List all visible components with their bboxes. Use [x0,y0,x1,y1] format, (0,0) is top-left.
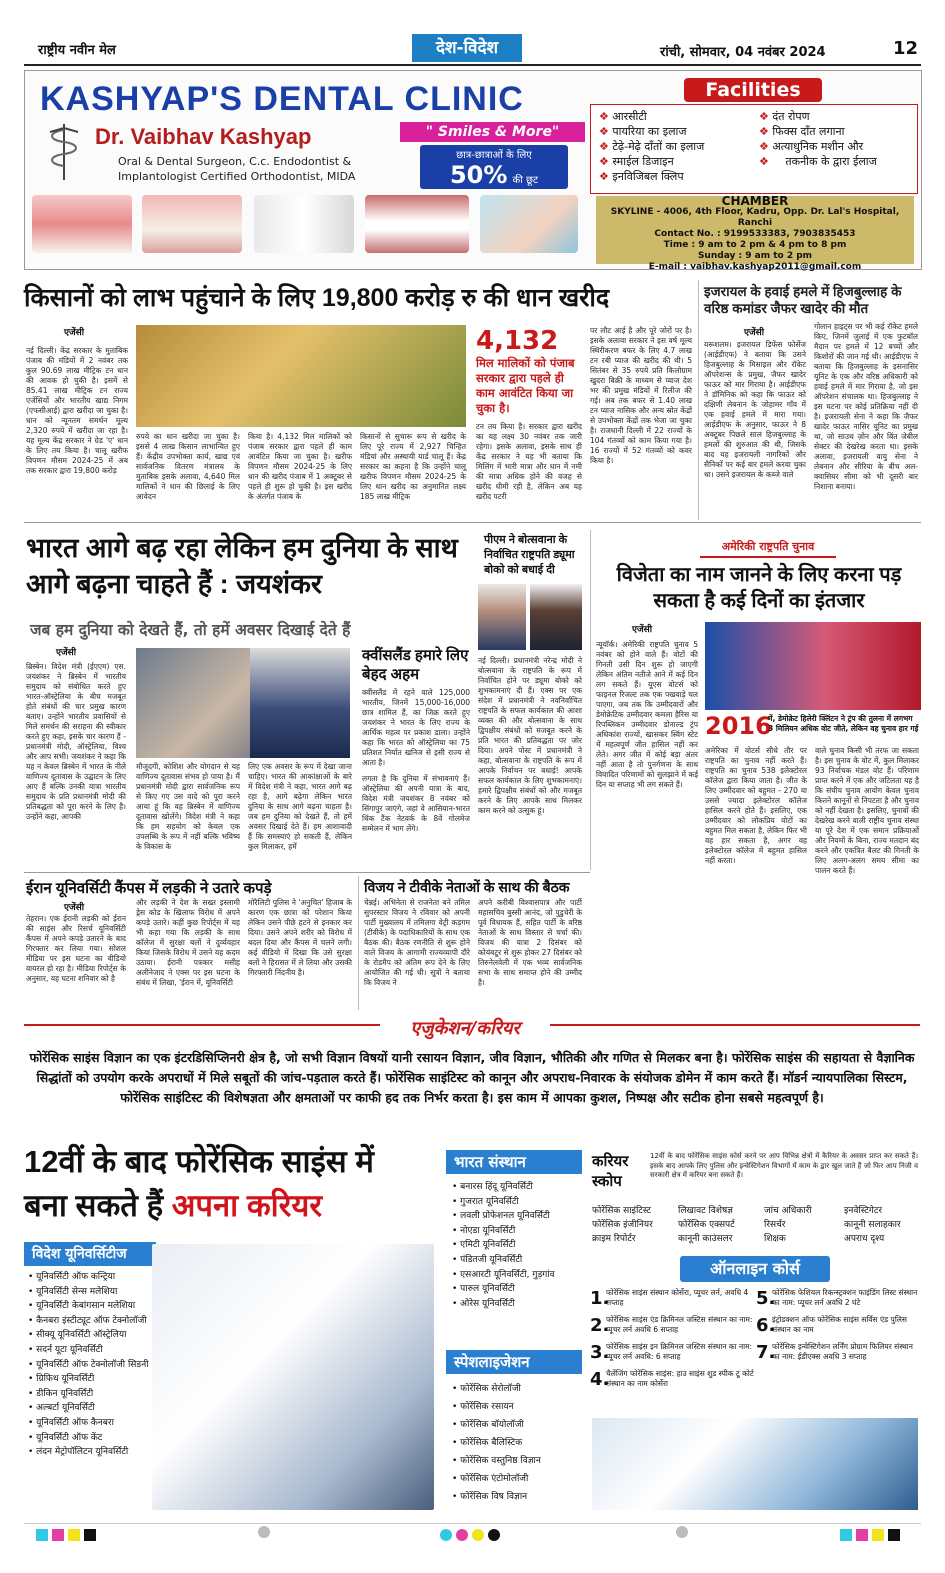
story1-col2: रुपये का धान खरीदा जा चुका है। इससे 4 लाख किसान लाभान्वित हुए हैं। केंद्रीय उपभोक्ता कार्य, खाद्य एवं सार्वजनिक वितरण मंत्रालय के मुताबिक इसके अलावा, 4,640 मिल मालिकों ने धान की छिलाई के लिए आवेदन [136,432,240,501]
list-item: • ओरेस यूनिवर्सिटी [452,1297,584,1312]
dentist-photo [480,195,578,253]
lab-equipment-photo [592,1418,918,1510]
abroad-universities-list [28,1270,156,1460]
paddy-field-photo [136,325,466,427]
course-number: 7. [756,1342,776,1363]
facility-item [759,154,877,169]
list-item: • फोरेंसिक वस्तुनिष्ठ विज्ञान [452,1452,584,1470]
list-item: • लवली प्रोफेशनल यूनिवर्सिटी [452,1209,584,1224]
specialization-title: स्पेशलाइजेशन [446,1350,582,1374]
facility-item: ❖ टेढ़े-मेढ़े दाँतों का इलाज [599,139,704,154]
story5-col2: अमेरिका में वोटर्स सीधे तौर पर राष्ट्रपति का चुनाव नहीं करते हैं। राष्ट्रपति का चुनाव 538 इलेक्टोरल कॉलेज द्वारा किया जाता है। जीत के लिए उम्मीदवार को बहुमत - 270 या उससे ज्यादा इलेक्टोरल कॉलेज हासिल करने होते हैं। इसलिए, एक उम्मीदवार को लोकप्रिय वोटों का बहुमत मिल सकता है, लेकिन फिर भी वह हार सकता है, अगर वह इलेक्टोरल कॉलेज में बहुमत हासिल नहीं करता। [705,746,807,865]
student-offer-badge [420,145,568,189]
story6-col3: मोरैलिटी पुलिस ने 'अनुचित' हिजाब के कारण एक छात्रा को परेशान किया लेकिन उसने पीछे हटने से इनकार कर दिया। उसने अपने शरीर को विरोध में बदल दिया और कैंपस में चलने लगी। कई वीडियो में दिखा कि उसे सुरक्षा बलों ने हिरासत में ले लिया और उसकी गिरफ्तारी निंदनीय है। [248,898,352,977]
list-item: • फोरेंसिक बॉयोलॉजी [452,1416,584,1434]
course-item [590,1369,754,1390]
modi-photo [478,584,526,650]
story7-col1: चेन्नई। अभिनेता से राजनेता बने तमिल सुपरस्टार विजय ने रविवार को अपनी पार्टी मुख्यालय में तमिलगा वेट्री कड़गम (टीवीके) के पदाधिकारियों के साथ एक बैठक की। बैठक रणनीति से शुरू होने वाले विजय के आगामी राज्यव्यापी दौरे के रोडमैप को अंतिम रूप देने के लिए आयोजित की गई थी। सूत्रों ने बताया कि विजय ने [364,898,470,987]
list-item: • नोएडा यूनिवर्सिटी [452,1224,584,1239]
story1-col4: किसानों से सुचारू रूप से खरीद के लिए पूरे राज्य में 2,927 चिन्हित मंडियां और अस्थायी यार्ड चालू हैं। केंद्र सरकार का कहना है कि उन्होंने चालू खरीफ विपणन मौसम 2024-25 के लिए धान खरीद का अनुमानित लक्ष्य 185 लाख मीट्रिक [360,432,466,501]
course-text: फोरेंसिक साइंस एंड क्रिमिनल जस्टिस संस्थान का नाम: प्यूचर लर्न अवधि 6 सप्ताह [606,1315,753,1334]
list-item: • डीकिन यूनिवर्सिटी [28,1387,156,1402]
story3-col3: लिए एक अवसर के रूप में देखा जाना चाहिए। भारत की आकांक्षाओं के बारे में विदेश मंत्री ने कहा, भारत आगे बढ़ रहा है, आगे बढ़ेगा लेकिन भारत दुनिया के साथ आगे बढ़ना चाहता है। जब हम दुनिया को देखते हैं, तो हमें अवसर दिखाई देते हैं। हम आशावादी हैं कि समस्याएं हो सकती हैं, लेकिन कुल मिलाकर, हमें [248,762,352,851]
denture-photo [32,195,132,253]
qual-line: Implantologist Certified Orthodontist, MIDA [118,170,356,183]
career-scope-text: 12वीं के बाद फोरेंसिक साइंस कोर्स करने पर आप विभिन्न क्षेत्रों में कैरियर के अवसर प्राप्त कर सकते हैं। इसके बाद आपके लिए पुलिस और इन्वेस्टिगेशन विभागों में काम के द्वार खुल जाते हैं जो फिर आप निजी व सरकारी क्षेत्र में करियर बना सकते हैं। [650,1152,918,1179]
story2-col2: गोलान हाइट्स पर भी कई रॉकेट हमले किए, जिनमें जुलाई में एक फुटबॉल मैदान पर हमले में 12 बच्चों और किशोरों की जान गई थी। आईडीएफ ने बताया कि हिजबुल्लाह के इसनासिर यूनिट के एक और वरिष्ठ अधिकारी को हवाई हमले में मार गिराया है, जो इस ऑपरेशन संचालक था। हिजबुल्लाह ने इस घटना पर कोई प्रतिक्रिया नहीं दी है। इजरायली सेना ने कहा कि जैफर खादेर फाऊर नासिर यूनिट का प्रमुख था, जो साउथ ज़ोन और बिंत जेबील सेक्टर की देखरेख करता था। इसके अलावा, इजरायली वायु सेना ने लेबनान और सीरिया के बीच अल-क्वासियर सीमा को भी दूसरी बार निशाना बनाया। [814,322,918,491]
facilities-box [590,104,918,194]
section-label: देश-विदेश [412,34,522,62]
list-item: • पारुल यूनिवर्सिटी [452,1282,584,1297]
harris-trump-photo [705,622,921,710]
story3-col2: मौजूदगी, कोशिश और योगदान से यह वाणिज्य दूतावास संभव हो पाया है। मैं प्रधानमंत्री मोदी द्वारा सार्वजनिक रूप से किए गए उस वादे को पूरा करने आया हूं कि वह ब्रिस्बेन में वाणिज्य दूतावास खोलेंगे। विदेश मंत्री ने कहा कि हम सहयोग को केवल एक उपलब्धि के रूप में नहीं बल्कि भविष्य के विकास के [136,762,240,851]
facility-item: ❖ फिक्स दाँत लगाना [759,124,877,139]
header-rule [24,64,921,66]
course-item [590,1342,754,1363]
registration-marks-left [36,1526,106,1545]
list-item: • फोरेंसिक बैलिस्टिक [452,1434,584,1452]
course-text: इंट्रोडक्शन ऑफ फोरेंसिक साइंस सर्विस एंड पुलिस संस्थान का नाम [772,1315,907,1334]
forensic-headline-line: 12वीं के बाद फोरेंसिक साइंस में [24,1144,374,1179]
job-item: क्राइम रिपोर्टर [592,1234,636,1244]
story7-col2: अपने करीबी विश्वासपात्र और पार्टी महासचिव बुस्सी आनंद, जो पुडुचेरी के पूर्व विधायक हैं, सहित पार्टी के वरिष्ठ नेताओं के साथ विस्तार से चर्चा की। विजय की यात्रा 2 दिसंबर को कोयंबटूर से शुरू होकर 27 दिसंबर को तिरुनेलवेली में एक भव्य सार्वजनिक सभा के साथ समाप्त होने की उम्मीद है। [478,898,582,987]
india-institutes-list [452,1180,584,1311]
career-scope-title: करियर स्कोप [592,1153,629,1190]
list-item: • गुजरात यूनिवर्सिटी [452,1195,584,1210]
chamber-box [596,194,914,272]
column-rule [698,280,699,520]
forensic-headline-part: बना सकते हैं [24,1188,164,1223]
qual-line: Oral & Dental Surgeon, C.c. Endodontist & [118,155,352,168]
section-rule [24,872,590,873]
chamber-line: SKYLINE - 4006, 4th Floor, Kadru, Opp. Dr. Lal's Hospital, Ranchi [610,207,900,228]
facility-item: ❖ दंत रोपण [759,109,877,124]
list-item: • यूनिवर्सिटी ऑफ टेक्नोलॉजी सिडनी [28,1358,156,1373]
facility-item-cont: तकनीक के द्वारा ईलाज [785,155,877,168]
course-number: 4. [590,1369,610,1390]
story4-headline: पीएम ने बोत्सवाना के निर्वाचित राष्ट्रपति ड्यूमा बोको को बधाई दी [484,534,575,576]
story5-col1: न्यूयॉर्क। अमेरिकी राष्ट्रपति चुनाव 5 नवंबर को होने वाले हैं। वोटों की गिनती उसी दिन शुरू हो जाएगी लेकिन अंतिम नतीजे आने में कई दिन लग सकते हैं। यूएस वोटर्स को फाइनल रिजल्ट तक एक पखवाड़े चल पाएगा, जब तक कि उम्मीदवारों और डेमोक्रेटिक उम्मीदवार कमला हैरिस या रिपब्लिकन उम्मीदवार डोनाल्ड ट्रंप अधिकांश राज्यों, खासकर स्विंग स्टेट में महत्वपूर्ण जीत हासिल नहीं कर लेते। अगर जीत में कोई बड़ा अंतर नहीं आता है तो पुनर्गणना के साथ विवादित परिणामों को सुलझाने में कई दिन या सप्ताह भी लग सकते हैं। [596,640,698,789]
story6-col2: और लड़की ने देश के सख्त इस्लामी ड्रेस कोड के खिलाफ विरोध में अपने कपड़े उतारे। कहीं कुछ रिपोर्ट्स में यह भी कहा गया कि लड़की के साथ कॉलेज में सुरक्षा बलों ने दुर्व्यवहार किया जिसके विरोध में उसने यह कदम उठाया। ईरानी पत्रकार मसीह अलीनेजाद ने एक्स पर इस घटना के संबंध में लिखा, 'ईरान में, यूनिवर्सिटी [136,898,240,987]
story3-box-head: क्वींसलैंड हमारे लिए बेहद अहम [362,647,469,683]
story7-headline: विजय ने टीवीके नेताओं के साथ की बैठक [364,879,570,895]
forensic-headline-highlight: अपना करियर [171,1188,323,1223]
facility-item: ❖ इनविजिबल क्लिप [599,169,704,184]
course-number: 2. [590,1315,610,1336]
course-text: चैलेंजिंग फोरेंसिक साइंस: हाउ साइंस शुड स्पीक टू कोर्ट संस्थान का नाम कोर्सेरा [606,1369,754,1388]
teeth-model-photo [142,195,242,253]
doctor-name: Dr. Vaibhav Kashyap [95,124,312,149]
column-rule [358,876,359,1010]
boko-photo [530,584,582,650]
job-item: अपराध दृश्य [844,1234,885,1244]
story1-headline: किसानों को लाभ पहुंचाने के लिए 19,800 करोड़ रु की धान खरीद [24,284,610,312]
story5-callout-number: 2016 [705,712,772,740]
course-text: फोरेंसिक साइंस इन क्रिमिनल जस्टिस संस्थान का नाम: प्यूचर लर्न अवधि: 6 सप्ताह [606,1342,753,1361]
chamber-title: CHAMBER [721,194,789,208]
list-item: • फोरेंसिक विष विज्ञान [452,1488,584,1506]
chamber-line: Contact No. : 9199533383, 7903835453 [654,229,856,239]
story3-box-text: क्वींसलैंड में रहने वाले 125,000 भारतीय, जिनमें 15,000-16,000 छात्र शामिल हैं, का जिक्र करते हुए जयशंकर ने भारत के लिए राज्य के आर्थिक महत्व पर प्रकाश डाला। उन्होंने कहा कि भारत को ऑस्ट्रेलिया का 75 प्रतिशत निर्यात खनिज से इसी राज्य से आता है। [362,688,470,767]
issue-date: रांची, सोमवार, 04 नवंबर 2024 [660,45,826,60]
story1-col3: किया है। 4,132 मिल मालिकों को पंजाब सरकार द्वारा पहले ही काम आवंटित किया जा चुका है। खरीफ विपणन मौसम 2024-25 के लिए धान की खरीद पंजाब में 1 अक्टूबर से पहले ही शुरू हो चुकी है। इस खरीद के अंतर्गत पंजाब के [248,432,352,501]
chamber-line: E-mail : vaibhav.kashyap2011@gmail.com [648,262,862,272]
facilities-list-right [759,109,877,169]
course-number: 3. [590,1342,610,1363]
story1-col5: टन तय किया है। सरकार द्वारा खरीद का यह लक्ष्य 30 नवंबर तक जारी रहेगा। इसके अलावा, इसके साथ ही केंद्र सरकार ने यह भी बताया कि मिलिंग में भारी मात्रा और धान में नमी की मात्रा अधिक होने की वजह से खरीद धीमी रही है, लेकिन अब यह खरीद पटरी [476,422,582,501]
list-item: • बनारस हिंदू यूनिवर्सिटी [452,1180,584,1195]
story4-col1: नई दिल्ली। प्रधानमंत्री नरेन्द्र मोदी ने बोत्सवाना के राष्ट्रपति के रूप में निर्वाचित होने पर ड्यूमा बोको को शुभकामनाएं दी हैं। एक्स पर एक संदेश में प्रधानमंत्री ने नवनिर्वाचित राष्ट्रपति के सफल कार्यकाल की आशा व्यक्त की और बोत्सवाना के साथ द्विपक्षीय संबंधों को मजबूत करने के प्रति भारत की प्रतिबद्धता पर जोर दिया। अपने पोस्ट में प्रधानमंत्री ने कहा, बोत्सवाना के राष्ट्रपति के रूप में आपके निर्वाचन पर बधाई! आपके सफल कार्यकाल के लिए शुभकामनाएं। हमारे द्विपक्षीय संबंधों को और मजबूत करने के लिए आपके साथ मिलकर काम करने को उत्सुक हूं। [478,656,582,815]
story3-subhead: जब हम दुनिया को देखते हैं, तो हमें अवसर दिखाई देते हैं [30,621,351,639]
lab-scientist-photo [152,1244,434,1510]
clinic-slogan: " Smiles & More" [400,122,585,142]
facility-item: ❖ आरसीटी [599,109,704,124]
course-item [756,1315,920,1336]
course-text: फोरेंसिक इन्वेस्टिगेशन लर्निंग प्रोग्राम फिलियर संस्थान का नाम: ईडीएक्स अवधि 3 सप्ताह [772,1342,913,1361]
list-item: • यूनिवर्सिटी ऑफ कैनबरा [28,1416,156,1431]
story3-col1: ब्रिस्बेन। विदेश मंत्री (ईएएम) एस. जयशंकर ने ब्रिस्बेन में भारतीय समुदाय को संबोधित करते हुए भारत-ऑस्ट्रेलिया के बीच मजबूत होते संबंधों की चार प्रमुख कारण बताए। उन्होंने भारतीय प्रवासियों से मिले समर्थन की सराहना की स्वीकार करते हुए कहा, इसके चार कारण हैं - प्रधानमंत्री मोदी, ऑस्ट्रेलिया, विश्व और आप सभी। जयशंकर ने कहा कि यह न केवल ब्रिस्बेन में भारत के नीले वाणिज्य दूतावास के उद्घाटन के लिए आए हैं बल्कि उनकी यात्रा भारतीय समुदाय के प्रति प्रधानमंत्री मोदी की प्रतिबद्धता को पूरा करने के लिए है। उन्होंने कहा, आपकी [26,662,126,821]
chamber-line: Sunday : 9 am to 2 pm [697,251,813,261]
story5-callout-text: में, डेमोक्रेट हिलेरी क्लिंटन ने ट्रंप की तुलना में लगभग 3 मिलियन अधिक वोट जीते, लेकिन वह चुनाव हार गई [768,714,919,733]
list-item: • फोरेंसिक रसायन [452,1398,584,1416]
list-item: • सदर्न यूटा यूनिवर्सिटी [28,1343,156,1358]
story5-kicker: अमेरिकी राष्ट्रपति चुनाव [700,538,836,558]
job-item: फोरेंसिक साइंटिस्ट [592,1206,651,1216]
job-item: रिसर्चर [764,1220,786,1230]
story2-agency: एजेंसी [744,328,765,338]
list-item: • कैनबरा इंस्टीट्यूट ऑफ टेक्नोलॉजी [28,1314,156,1329]
offer-line: छात्र-छात्राओं के लिए [456,150,532,161]
job-item: कानूनी काउंसलर [678,1234,733,1244]
job-item: शिक्षक [764,1234,786,1244]
list-item: • यूनिवर्सिटी ऑफ कन्ट्रिया [28,1270,156,1285]
course-item [756,1288,920,1309]
story3-agency: एजेंसी [56,648,77,658]
india-institutes-title: भारत संस्थान [446,1150,582,1174]
story6-agency: एजेंसी [64,903,85,913]
course-item [590,1288,754,1309]
list-item: • एमिटी यूनिवर्सिटी [452,1238,584,1253]
course-number: 1. [590,1288,610,1309]
column-rule [590,530,591,870]
abroad-universities-title: विदेश यूनिवर्सिटीज [24,1242,156,1266]
story5-headline: विजेता का नाम जानने के लिए करना पड़ सकता है कई दिनों का इंतजार [616,564,902,612]
registration-dot [676,1526,688,1538]
online-courses-title: ऑनलाइन कोर्स [680,1256,830,1282]
facility-item: ❖ पायरिया का इलाज [599,124,704,139]
page-number: 12 [893,38,919,59]
facilities-title: Facilities [684,78,822,102]
story6-headline: ईरान यूनिवर्सिटी कैंपस में लड़की ने उतारे कपड़े [26,880,272,897]
chamber-line: Time : 9 am to 2 pm & 4 pm to 8 pm [663,240,847,250]
story2-headline: इजरायल के हवाई हमले में हिजबुल्लाह के वरिष्ठ कमांडर जैफर खादेर की मौत [704,284,902,316]
masthead: राष्ट्रीय नवीन मेल [38,43,116,58]
forensic-headline-line [24,1184,444,1228]
course-item [590,1315,754,1336]
registration-marks-center [440,1526,506,1545]
course-number: 5. [756,1288,776,1309]
specialization-list [452,1380,584,1506]
list-item: • पंडितजी यूनिवर्सिटी [452,1253,584,1268]
list-item: • अल्बर्टा यूनिवर्सिटी [28,1401,156,1416]
job-item: फोरेंसिक एक्सपर्ट [678,1220,735,1230]
job-item: जांच अधिकारी [764,1206,812,1216]
facilities-list-left [599,109,704,184]
smile-photo [365,195,469,253]
list-item: • ग्रिफिथ यूनिवर्सिटी [28,1372,156,1387]
registration-dot [258,1526,270,1538]
list-item: • यूनिवर्सिटी सेन्स मलेशिया [28,1285,156,1300]
registration-marks-right [840,1526,910,1545]
course-item [756,1342,920,1363]
story6-col1: तेहरान। एक ईरानी लड़की को ईरान की साइंस और रिसर्च यूनिवर्सिटी कैंपस में अपने कपड़े उतारने के बाद गिरफ्तार कर लिया गया। सोशल मीडिया पर इस घटना का वीडियो वायरल हो रहा है। मीडिया रिपोर्ट्स के अनुसार, यह घटना शनिवार को है [26,914,126,983]
story5-col3: वाले चुनाव किसी भी तरफ जा सकता है। इस चुनाव के वोट में, कुल मिलाकर 93 निर्वाचक मंडल वोट हैं। परिणाम प्राप्त करने में एक और जटिलता यह है कि संघीय चुनाव आयोग केवल चुनाव कितने कानूनों से निपटता है और चुनाव को नहीं देखता है। इसलिए, चुनावों की देखरेख करने वाली राष्ट्रीय चुनाव संस्था या पूरे देश में एक समान प्रक्रियाओं और नियमों के बिना, राज्य मतदान बंद करने और एकत्रित बैलट की गिनती के लिए अलग-अलग समय सीमा का पालन करते हैं। [815,746,919,875]
job-item: फोरेंसिक इंजीनियर [592,1220,653,1230]
story3-col4: लगता है कि दुनिया में संभावनाएं हैं। ऑस्ट्रेलिया की अपनी यात्रा के बाद, विदेश मंत्री जयशंकर 8 नवंबर को सिंगापुर जाएंगे, जहां वे आसियान-भारत थिंक टैंक नेटवर्क के 8वें गोलमेज सम्मेलन में भाग लेंगे। [362,774,470,833]
job-item: लिखावट विशेषज्ञ [678,1206,733,1216]
story1-col6: पर लौट आई है और पूरे जोरों पर है। इसके अलावा सरकार ने इस वर्ष मूल्य स्थिरीकरण बफर के लिए 4.7 लाख टन रबी प्याज की खरीद की थी। 5 सितंबर से 35 रुपये प्रति किलोग्राम खुदरा बिक्री के माध्यम से प्याज देश भर की प्रमुख मंडियों में रिलीज की गई। अब तक बफर से 1.40 लाख टन प्याज नासिक और अन्य स्रोत केंद्रों से उपभोक्ता केंद्रों तक भेजा जा चुका है। राजधानी दिल्ली में 22 राज्यों के 104 गंतव्यों को काम किया गया है। 16 राज्यों में 52 गंतव्यों को कवर किया है। [590,326,692,465]
list-item: • यूनिवर्सिटी ऑफ केंट [28,1431,156,1446]
list-item: • एसआरटी यूनिवर्सिटी, गुड़गांव [452,1268,584,1283]
story5-agency: एजेंसी [632,625,653,635]
course-text: फोरेंसिक साइंस संस्थान कोर्सेरा, प्यूचर लर्न, अवधि 4 सप्ताह [606,1288,749,1307]
forensic-headline [24,1140,444,1228]
story1-callout-text: मिल मालिकों को पंजाब सरकार द्वारा पहले ही काम आवंटित किया जा चुका है। [476,356,575,415]
education-intro: फोरेंसिक साइंस विज्ञान का एक इंटरडिसिप्लिनरी क्षेत्र है, जो सभी विज्ञान विषयों यानी रसायन विज्ञान, जीव विज्ञान, भौतिकी और गणित से मिलकर बना है। फोरेंसिक साइंस की सहायता से वैज्ञानिक सिद्धांतों को उपयोग करके अपराधों में मिले सबूतों की जांच-पड़ताल करते हैं। फोरेंसिक साइंटिस्ट को कानून और अपराध-निवारक के संयोजक डोमेन में काम करते हैं। मॉडर्न न्यायपालिका सिस्टम, फोरेंसिक साइंटिस्ट की विशेषज्ञता और क्षमताओं पर काफी हद तक निर्भर करता है। इस काम में आपका कुशल, निष्पक्ष और सटीक होना सबसे महत्वपूर्ण है। [29,1050,915,1105]
offer-percent: 50% [449,161,508,189]
career-scope-jobs [592,1204,920,1246]
story1-callout-number: 4,132 [476,326,559,356]
education-section-tag: एजुकेशन/करियर [380,1017,550,1041]
story2-col1: यरूशलम। इजरायल डिफेंस फोर्सेज (आईडीएफ) ने बताया कि उसने हिजबुल्लाह के मिसाइल और रॉकेट ऑपरेशन्स के प्रमुख, जैफर खादेर फाऊर को मार गिराया है। आईडीएफ ने डॉमिनिक को कहा कि फाऊर को दक्षिणी लेबनान के जोहामर गाँव में एक हवाई हमले में मारा गया। आईडीएफ के अनुसार, फाऊर ने 8 अक्टूबर पिछले साल हिजबुल्लाह के हमलों की शुरुआत की थी, जिसके बाद यह इजरायली नागरिकों और सैनिकों पर कई बार हमले करवा चुका था। उसने इजरायल के कब्जे वाले [704,340,806,479]
online-courses-grid [590,1288,920,1390]
doctor-qualifications [118,154,355,184]
section-rule [24,522,921,523]
job-item: इनवेस्टिगेटर [844,1206,883,1216]
jobs-grid [592,1204,920,1246]
story1-agency: एजेंसी [64,328,85,338]
facility-item: ❖ स्माईल डिजाइन [599,154,704,169]
story1-col1: नई दिल्ली। केंद्र सरकार के मुताबिक पंजाब की मंडियों में 2 नवंबर तक कुल 90.69 लाख मीट्रिक टन धान की आवक हो चुकी है। इसमें से 85.41 लाख मीट्रिक टन राज्य एजेंसियों और भारतीय खाद्य निगम (एफसीआई) द्वारा खरीदा जा चुका है। धान को न्यूनतम समर्थन मूल्य 2,320 रुपये में खरीदा जा रहा है। यह मूल्य केंद्र सरकार ने ग्रेड 'ए' धान के लिए तय किया है। चालू खरीफ विपणन मौसम 2024-25 में अब तक सरकार द्वारा 19,800 करोड़ [26,346,128,475]
list-item: • सीक्यू यूनिवर्सिटी ऑस्ट्रेलिया [28,1328,156,1343]
speaker-photo [250,648,350,758]
implant-photo [254,195,354,253]
course-text: फोरेंसिक फेशियल रिकन्स्ट्रक्शन फाइंडिंग लिस्ट संस्थान का नाम: प्यूचर लर्न अवधि 2 घंटे [772,1288,918,1307]
offer-line: की छूट [512,175,539,186]
list-item: • फोरेंसिक सेरोलॉजी [452,1380,584,1398]
job-item: कानूनी सलाहकार [844,1220,901,1230]
caduceus-icon [44,122,84,182]
list-item: • फोरेंसिक एंटोमोलॉजी [452,1470,584,1488]
facility-item: ❖ अत्याधुनिक मशीन और [759,139,877,154]
list-item: • लंदन मेट्रोपॉलिटन यूनिवर्सिटी [28,1445,156,1460]
clinic-name: KASHYAP'S DENTAL CLINIC [40,80,524,118]
course-number: 6. [756,1315,776,1336]
list-item: • यूनिवर्सिटी केबांगसान मलेशिया [28,1299,156,1314]
story3-headline: भारत आगे बढ़ रहा लेकिन हम दुनिया के साथ आगे बढ़ना चाहते हैं : जयशंकर [26,533,458,599]
